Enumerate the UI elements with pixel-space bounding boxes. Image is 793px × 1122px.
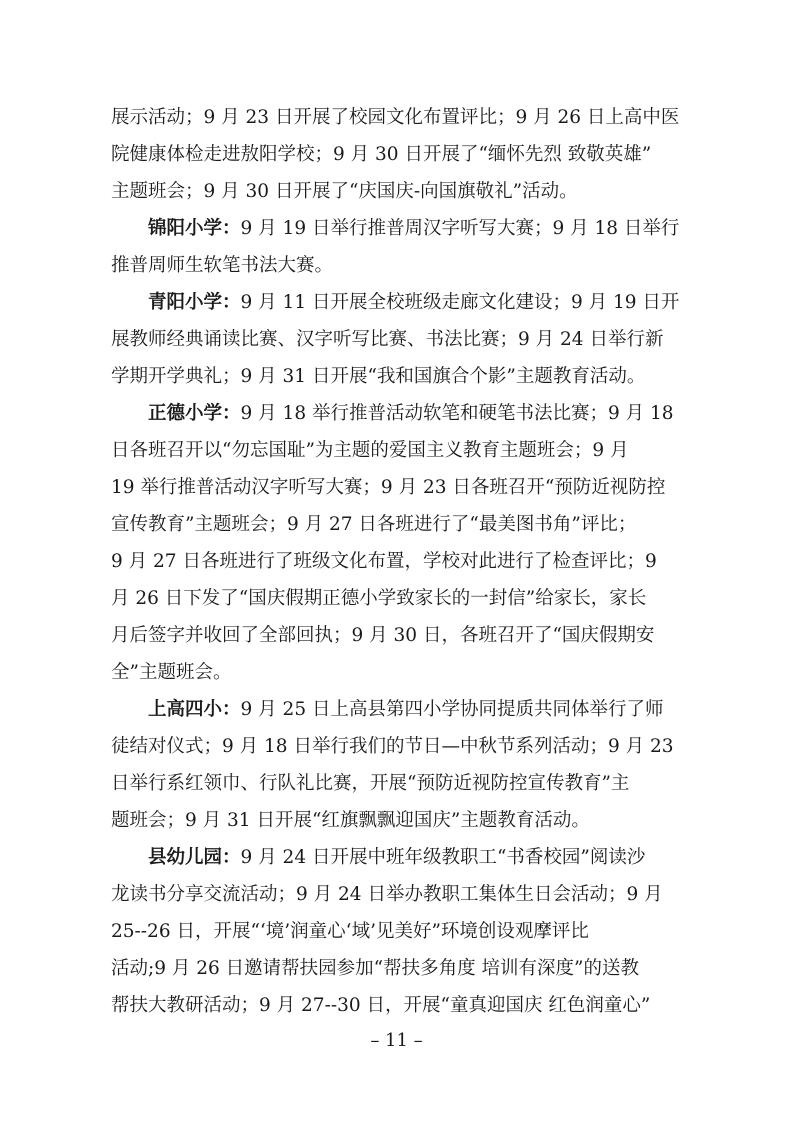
paragraph-first-line: 青阳小学：9 月 11 日开展全校班级走廊文化建设；9 月 19 日开 <box>148 292 680 313</box>
text-line: 月后签字并收回了全部回执；9 月 30 日，各班召开了“国庆假期安 <box>111 625 655 646</box>
text-line: 学期开学典礼；9 月 31 日开展“我和国旗合个影”主题教育活动。 <box>111 366 646 387</box>
paragraph-first-line: 锦阳小学：9 月 19 日举行推普周汉字听写大赛；9 月 18 日举行 <box>148 218 680 239</box>
text-line: 25--26 日，开展“‘境’润童心‘域’见美好”环境创设观摩评比 <box>111 921 589 942</box>
text-line: 徒结对仪式；9 月 18 日举行我们的节日—中秋节系列活动；9 月 23 <box>111 736 674 757</box>
text-line: 展示活动；9 月 23 日开展了校园文化布置评比；9 月 26 日上高中医 <box>111 107 680 128</box>
text-line: 龙读书分享交流活动；9 月 24 日举办教职工集体生日会活动；9 月 <box>111 884 663 905</box>
text-line: 帮扶大教研活动；9 月 27--30 日，开展“童真迎国庆 红色润童心” <box>111 995 651 1016</box>
text-line: 9 月 27 日各班进行了班级文化布置，学校对此进行了检查评比；9 <box>111 551 657 572</box>
school-name: 青阳小学： <box>148 292 241 313</box>
text-line: 展教师经典诵读比赛、汉字听写比赛、书法比赛；9 月 24 日举行新 <box>111 329 664 350</box>
text-line: 全”主题班会。 <box>111 662 232 683</box>
text-line: 宣传教育”主题班会；9 月 27 日各班进行了“最美图书角”评比； <box>111 514 637 535</box>
paragraph-first-line: 正德小学：9 月 18 举行推普活动软笔和硬笔书法比赛；9 月 18 <box>148 403 674 424</box>
paragraph-first-line: 县幼儿园：9 月 24 日开展中班年级教职工“书香校园”阅读沙 <box>148 847 646 868</box>
text-line: 推普周师生软笔书法大赛。 <box>111 255 334 276</box>
text-line: 主题班会；9 月 30 日开展了“庆国庆-向国旗敬礼”活动。 <box>111 181 578 202</box>
school-name: 正德小学： <box>148 403 241 424</box>
school-name: 上高四小： <box>148 699 241 720</box>
school-name: 锦阳小学： <box>148 218 241 239</box>
document-body <box>111 99 691 1024</box>
text-line: 活动;9 月 26 日邀请帮扶园参加“帮扶多角度 培训有深度”的送教 <box>111 958 639 979</box>
text-line: 日举行系红领巾、行队礼比赛，开展“预防近视防控宣传教育”主 <box>111 773 630 794</box>
text-line: 日各班召开以“勿忘国耻”为主题的爱国主义教育主题班会；9 月 <box>111 440 629 461</box>
text-line: 题班会；9 月 31 日开展“红旗飘飘迎国庆”主题教育活动。 <box>111 810 590 831</box>
school-name: 县幼儿园： <box>148 847 241 868</box>
text-line: 院健康体检走进敖阳学校；9 月 30 日开展了“缅怀先烈 致敬英雄” <box>111 144 652 165</box>
page-number: – 11 – <box>370 1030 423 1051</box>
text-line: 月 26 日下发了“国庆假期正德小学致家长的一封信”给家长，家长 <box>111 588 647 609</box>
paragraph-first-line: 上高四小：9 月 25 日上高县第四小学协同提质共同体举行了师 <box>148 699 664 720</box>
text-line: 19 举行推普活动汉字听写大赛；9 月 23 日各班召开“预防近视防控 <box>111 477 666 498</box>
